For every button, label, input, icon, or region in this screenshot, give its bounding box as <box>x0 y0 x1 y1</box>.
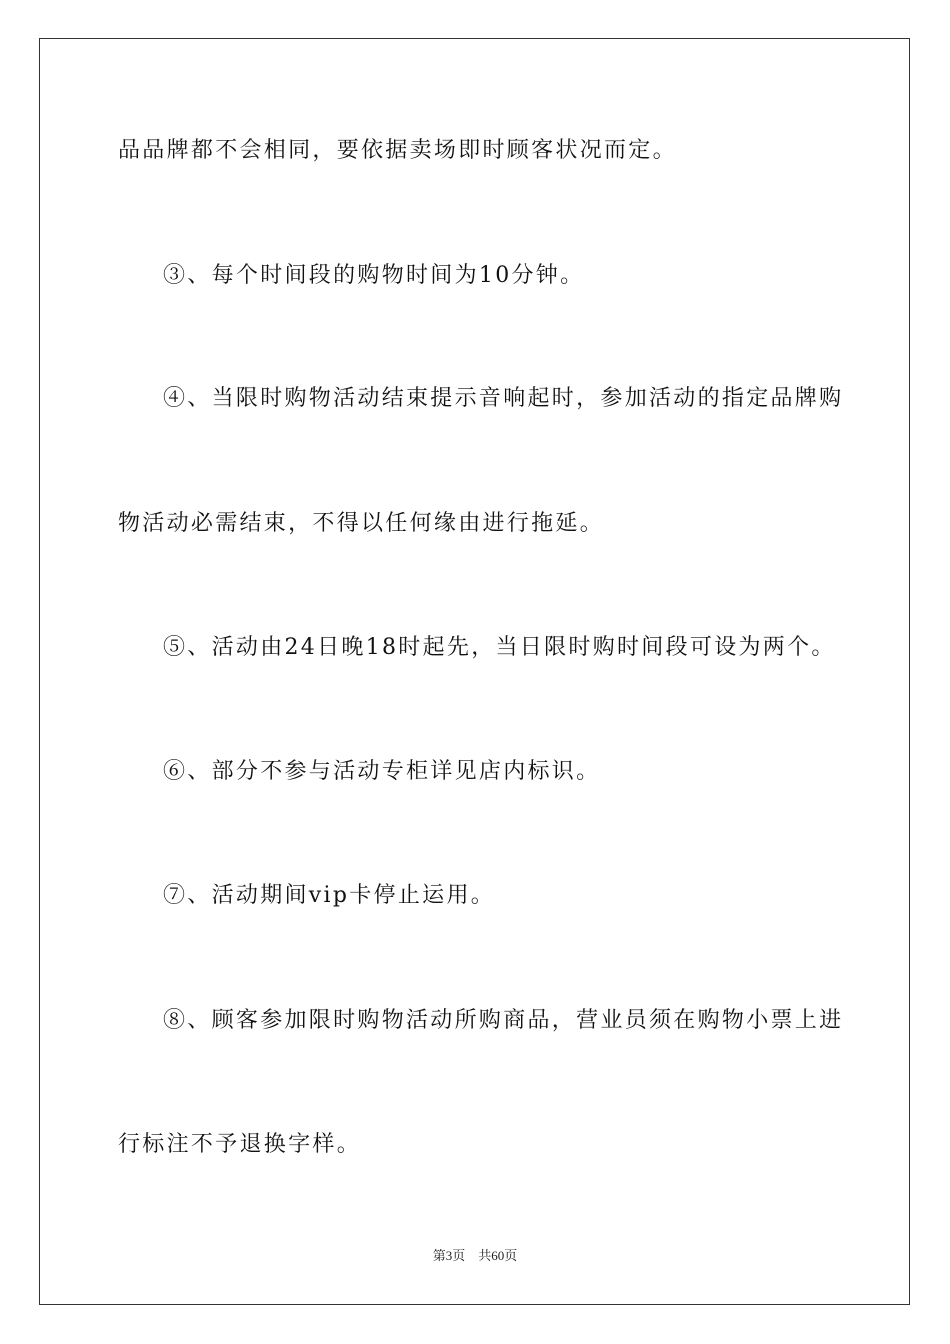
paragraph-line-1: 品品牌都不会相同，要依据卖场即时顾客状况而定。 <box>118 138 677 163</box>
paragraph-line-9: 行标注不予退换字样。 <box>118 1132 362 1157</box>
paragraph-line-3: ④、当限时购物活动结束提示音响起时，参加活动的指定品牌购 <box>163 386 844 411</box>
paragraph-line-6: ⑥、部分不参与活动专柜详见店内标识。 <box>163 759 601 784</box>
paragraph-line-4: 物活动必需结束，不得以任何缘由进行拖延。 <box>118 511 605 536</box>
paragraph-line-7: ⑦、活动期间vip卡停止运用。 <box>163 883 496 908</box>
paragraph-line-5: ⑤、活动由24日晚18时起先，当日限时购时间段可设为两个。 <box>163 635 836 660</box>
paragraph-line-8: ⑧、顾客参加限时购物活动所购商品，营业员须在购物小票上进 <box>163 1008 844 1033</box>
page-number: 第3页 <box>432 1248 466 1263</box>
page-footer <box>0 1245 950 1264</box>
page-frame <box>39 38 910 1305</box>
page-total: 共60页 <box>478 1248 518 1263</box>
paragraph-line-2: ③、每个时间段的购物时间为10分钟。 <box>163 263 585 288</box>
